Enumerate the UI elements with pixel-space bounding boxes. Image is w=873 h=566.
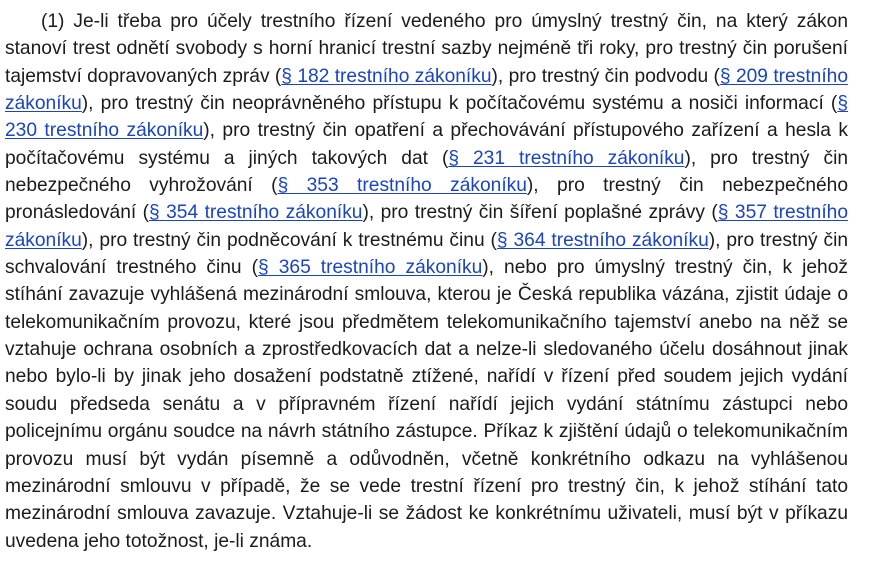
link-364[interactable]: § 364 trestního zákoníku <box>496 229 709 251</box>
paragraph-text: ), pro trestný čin schvalování trestného činu ( <box>5 229 849 279</box>
link-209[interactable]: § 209 trestního zákoníku <box>5 65 848 115</box>
link-357[interactable]: § 357 trestního zákoníku <box>5 202 848 251</box>
paragraph-text: ), pro trestný čin neoprávněného přístupu k počítačovému systému a nosiči informací ( <box>81 93 838 115</box>
paragraph-text: ), pro trestný čin opatření a přechovávání přístupového zařízení a hesla k počítačovému systému a jiných takových dat ( <box>5 120 848 169</box>
paragraph-text: ), nebo pro úmyslný trestný čin, k jehož stíhání zavazuje vyhlášená mezinárodní smlouva, kterou je Česká republika vázána, zjistit údaje o telekomunikačním provozu, které jsou předmětem telekomunikačního tajemství anebo na něž se vztahuje ochrana osobních a zprostředkovacích dat a nelze-li sledovaného účelu dosáhnout jinak nebo bylo-li by jinak jeho dosažení podstatně ztížené, nařídí v řízení před soudem jejich vydání soudu předseda senátu a v přípravném řízení nařídí jejich vydání státnímu zástupci nebo policejnímu orgánu soudce na návrh státního zástupce. Příkaz k zjištění údajů o telekomunikačním provozu musí být vydán písemně a odůvodněn, včetně konkrétního odkazu na vyhlášenou mezinárodní smlouvu v případě, že se vede trestní řízení pro trestný čin, k jehož stíhání tato mezinárodní smlouva zavazuje. Vztahuje-li se žádost ke konkrétnímu uživateli, musí být v příkazu uvedena jeho totožnost, je-li známa. <box>5 257 848 552</box>
paragraph-text: (1) Je-li třeba pro účely trestního řízení vedeného pro úmyslný trestný čin, na který zákon stanoví trest odnětí svobody s horní hranicí trestní sazby nejméně tři roky, pro trestný čin porušení tajemství dopravovaných zpráv ( <box>5 11 848 87</box>
paragraph-text: ), pro trestný čin nebezpečného pronásledování ( <box>5 175 848 224</box>
paragraph-text: ), pro trestný čin podvodu ( <box>491 65 720 87</box>
link-230[interactable]: § 230 trestního zákoníku <box>5 93 848 142</box>
link-353[interactable]: § 353 trestního zákoníku <box>277 175 527 197</box>
paragraph-text: ), pro trestný čin podněcování k trestnému činu ( <box>81 229 497 251</box>
link-231[interactable]: § 231 trestního zákoníku <box>448 147 685 169</box>
paragraph-text: ), pro trestný čin šíření poplašné zprávy ( <box>362 202 718 224</box>
link-182[interactable]: § 182 trestního zákoníku <box>281 65 492 87</box>
paragraph-text: ), pro trestný čin nebezpečného vyhrožování ( <box>5 147 848 197</box>
paragraph-1 <box>5 8 848 555</box>
link-354[interactable]: § 354 trestního zákoníku <box>149 202 363 224</box>
link-365[interactable]: § 365 trestního zákoníku <box>258 257 483 279</box>
